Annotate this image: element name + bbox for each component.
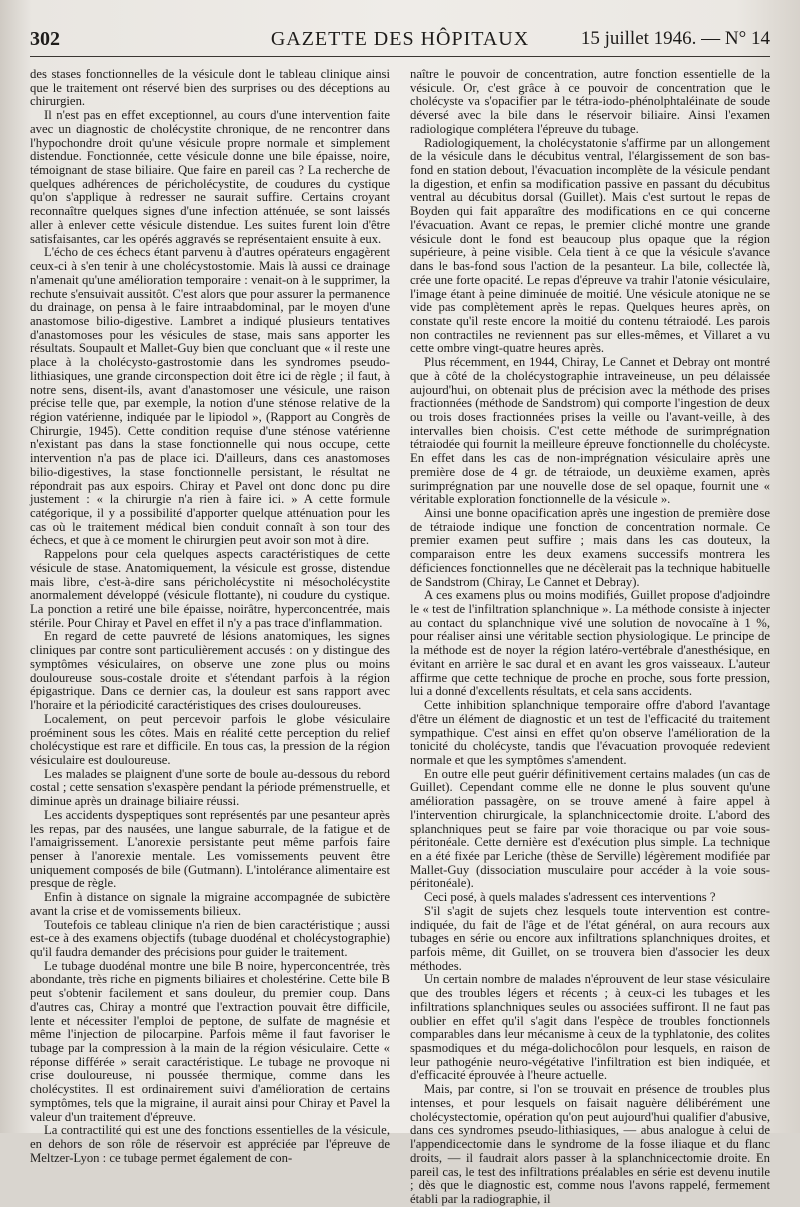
issue-date: 15 juillet 1946. — N° 14 [580,28,770,49]
paragraph: Un certain nombre de malades n'éprouvent de leur stase vésiculaire que des troubles légers et récents ; à ceux-ci les tubages et les infiltrations splanchniques seules ou associées suffiront. Il ne faut pas oublier en effet qu'il s'agit dans l'espèce de troubles fonctionnels comparables dans leur mécanisme à ceux de la typhlatonie, des colites spasmodiques et du méga-dolichocôlon pour lesquels, en raison de leur pathogénie neuro-végétative l'infiltration est bien indiquée, et d'efficacité éprouvée à l'heure actuelle. [410,972,770,1083]
page-number: 302 [30,28,60,50]
paragraph: Localement, on peut percevoir parfois le globe vésiculaire proéminent sous les côtes. Mais en réalité cette perception du relief cholécystique est rare et difficile. En tous cas, la pression de la région vésiculaire est douloureuse. [30,711,390,767]
left-column [30,67,390,1165]
paragraph: La contractilité qui est une des fonctions essentielles de la vésicule, en dehors de son rôle de réservoir est appréciée par l'épreuve de Meltzer-Lyon : ce tubage permet également de con- [30,1123,390,1165]
paragraph: Rappelons pour cela quelques aspects caractéristiques de cette vésicule de stase. Anatomiquement, la vésicule est grosse, distendue mais libre, c'est-à-dire sans péricholécystite ni mésocholécystite anormalement développé (vésicule flottante), ni coudure du cystique. La ponction a retiré une bile épaisse, noirâtre, hyperconcentrée, mais stérile. Pour Chiray et Pavel en effet il n'y a pas trace d'inflammation. [30,547,390,630]
paragraph: des stases fonctionnelles de la vésicule dont le tableau clinique ainsi que le traitement ont réservé bien des surprises ou des déceptions au chirurgien. [30,67,390,109]
paragraph: Mais, par contre, si l'on se trouvait en présence de troubles plus intenses, et pour lesquels on faisait naguère délibérément une cholécystectomie, opération qu'on peut aujourd'hui qualifier d'abusive, dans ces syndromes pseudo-lithiasiques, — abus analogue à celui de l'appendicectomie dans le syndrome de la fosse iliaque et du flanc droits, — il faudrait alors passer à la splanchnicectomie droite. En pareil cas, le test des infiltrations préalables en série est devenu inutile ; dès que le diagnostic est, comme nous l'avons rappelé, fermement établi par la radiographie, il [410,1082,770,1206]
running-header [30,24,770,54]
paragraph: Le tubage duodénal montre une bile B noire, hyperconcentrée, très abondante, très riche en pigments biliaires et cholestérine. Cette bile B peut s'obtenir facilement et sans douleur, du premier coup. Dans d'autres cas, Chiray a montré que l'extraction pouvait être difficile, lente et nécessiter l'emploi de peptone, de sulfate de magnésie et même l'injection de pilocarpine. Parfois même il faut favoriser le tubage par la compression à la main de la région vésiculaire. Cette « réponse différée » serait caractéristique. Le tubage ne provoque ni crise douloureuse, ni poussée thermique, comme dans les cholécystites. Il est ordinairement suivi d'amélioration de certains symptômes, tels que la migraine, il aurait ainsi pour Chiray et Pavel la valeur d'un traitement d'épreuve. [30,958,390,1124]
paragraph: Les malades se plaignent d'une sorte de boule au-dessous du rebord costal ; cette sensation s'exaspère pendant la période prémenstruelle, et diminue après un drainage biliaire réussi. [30,766,390,809]
paragraph: naître le pouvoir de concentration, autre fonction essentielle de la vésicule. Or, c'est grâce à ce pouvoir de concentration que le cholécyste va s'opacifier par le tétra-iodo-phénolphtaléinate de soude déversé avec la bile dans le réservoir biliaire. Ainsi l'examen radiologique complétera l'épreuve du tubage. [410,67,770,136]
paragraph: En outre elle peut guérir définitivement certains malades (un cas de Guillet). Cependant comme elle ne donne le plus souvent qu'une amélioration passagère, on se trouve amené à faire appel à l'intervention chirurgicale, la splanchnicectomie droite. L'abord des splanchniques peut se faire par voie thoracique ou par voie sous-péritonéale. Cette dernière est d'exécution plus simple. La technique en a été fixée par Leriche (thèse de Serville) légèrement modifiée par Mallet-Guy (dissociation musculaire pour accéder à la voie sous-péritonéale). [410,766,770,891]
paragraph: Ceci posé, à quels malades s'adressent ces interventions ? [424,890,716,905]
paragraph: Enfin à distance on signale la migraine accompagnée de subictère avant la crise et de vomissements bilieux. [30,890,390,918]
paragraph: En regard de cette pauvreté de lésions anatomiques, les signes cliniques par contre sont particulièrement accusés : on y distingue des symptômes vésiculaires, on observe une zone plus ou moins douloureuse sous-costale droite et s'étendant parfois à la région épigastrique. Dans ce dernier cas, la douleur est sans rapport avec l'horaire et la périodicité caractéristiques des crises douloureuses. [30,629,390,713]
right-column [410,67,770,1206]
header-rule [30,56,770,57]
paragraph: Ainsi une bonne opacification après une ingestion de première dose de tétraiode indique une fonction de concentration normale. Ce premier examen peut suffire ; mais dans les cas douteux, la comparaison entre les deux examens successifs montrera les déficiences fonctionnelles que ne décèlerait pas la technique habituelle de Sandstrom (Chiray, Le Cannet et Debray). [410,506,770,589]
paragraph: L'écho de ces échecs étant parvenu à d'autres opérateurs engagèrent ceux-ci à s'en tenir à une cholécystostomie. Mais là aussi ce drainage n'amenait qu'une amélioration temporaire : venait-on à le supprimer, la rechute s'ensuivait aussitôt. C'est alors que pour assurer la permanence du drainage, on pensa à le faire intraabdominal, par le moyen d'une anastomose bilio-digestive. Lambret a indiqué plusieurs tentatives d'anastomoses pour les vésicules de stase, mais sans apporter les résultats. Soupault et Mallet-Guy bien que concluant que « il reste une place à la cholécysto-gastrostomie dans les syndromes pseudo-lithiasiques, une grande circonspection doit être ici de règle ; il faut, à notre sens, disent-ils, avant d'anastomoser une vésicule, une raison précise telle que, par exemple, la notion d'une sténose relative de la région vatérienne, indiquée par le lipiodol », (Rapport au Congrès de Chirurgie, 1945). Cette condition requise d'une sténose vatérienne n'existant pas dans la stase fonctionnelle qui nous occupe, cette intervention n'a pas de place ici. D'ailleurs, dans ces anastomoses bilio-digestives, la stase fonctionnelle persistant, le résultat ne répondrait pas aux espoirs. Chiray et Pavel ont donc donc pu dire justement : « la chirurgie n'a rien à faire ici. » A cette formule catégorique, il y a possibilité d'apporter quelque atténuation pour les cas où le traitement médical bien conduit connaît à son tour des échecs, et que à ce moment le chirurgien peut avoir son mot à dire. [30,245,390,548]
paragraph: Plus récemment, en 1944, Chiray, Le Cannet et Debray ont montré que à côté de la cholécystographie intraveineuse, un peu délaissée aujourd'hui, on obtenait plus de précision avec la méthode des prises fractionnées (méthode de Sandstrom) qui comporte l'ingestion de deux ou trois doses fractionnées prises la veille ou l'avant-veille, à des intervalles bien choisis. C'est cette méthode de surimprégnation tétraiodée qui fournit la meilleure épreuve fonctionnelle du cholécyste. En effet dans les cas de non-imprégnation vésiculaire après une première dose de 4 gr. de tétraiode, un deuxième examen, après surimprégnation par une nouvelle dose de sel opaque, fournit une « véritable exploration fonctionnelle de la vésicule ». [410,355,770,507]
paragraph: Cette inhibition splanchnique temporaire offre d'abord l'avantage d'être un élément de diagnostic et un test de l'efficacité du traitement sympathique. C'est ainsi en effet qu'on observe l'amélioration de la tonicité du cholécyste, tandis que l'évacuation provoquée redevient normale et que les symptômes s'amendent. [410,698,770,767]
paragraph: Il n'est pas en effet exceptionnel, au cours d'une intervention faite avec un diagnostic de cholécystite chronique, de ne rencontrer dans l'hypochondre droit qu'une vésicule propre normale et simplement distendue. Fonctionnée, cette vésicule donne une bile épaisse, noire, témoignant de stase biliaire. Que faire en pareil cas ? La recherche de quelques adhérences de péricholécystite, de coudures du cystique qu'on s'applique à redresser ne saurait suffire. Certains croyant reconnaître quelques signes d'une infection atténuée, se sont laissés aller à enlever cette vésicule distendue. Les suites furent loin d'être satisfaisantes, car les opérés aggravés se représentaient ensuite à eux. [30,108,390,246]
paragraph: A ces examens plus ou moins modifiés, Guillet propose d'adjoindre le « test de l'infiltration splanchnique ». La méthode consiste à injecter au contact du splanchnique vivé une solution de novocaïne à 1 %, pour réaliser ainsi une véritable section physiologique. Le principe de la méthode est de noyer la région latéro-vertébrale d'anesthésique, en évitant en arrière le sac dural et en avant les gros vaisseaux. L'auteur affirme que cette technique de proche en proche, sous forte pression, lui a donné d'excellents résultats, et cela sans accidents. [410,588,770,699]
paragraph: Les accidents dyspeptiques sont représentés par une pesanteur après les repas, par des nausées, une langue saburrale, de la fatigue et de l'amaigrissement. L'anorexie persistante peut même parfois faire penser à l'anorexie mentale. Les vomissements peuvent être uniquement composés de bile (Gutmann). L'intolérance alimentaire est presque de règle. [30,807,390,891]
paragraph: Radiologiquement, la cholécystatonie s'affirme par un allongement de la vésicule dans le décubitus ventral, l'élargissement de son bas-fond en station debout, l'évacuation incomplète de la vésicule pendant la digestion, et enfin sa modification passive en passant du décubitus ventral au décubitus dorsal (Guillet). Mais c'est surtout le repas de Boyden qui fait apparaître des modifications en ce qui concerne l'évacuation. Avant ce repas, le premier cliché montre une grande vésicule dont le fond est beaucoup plus opaque que la région supérieure, à peine visible. Cela tient à ce que la vésicule s'avance dans le bas-fond sous l'action de la pesanteur. La bile, collectée là, crée une forte opacité. Le repas d'épreuve va trahir l'atonie vésiculaire, l'image étant à peine diminuée de moitié. Une vésicule atonique ne se vide pas complètement après le repas. Quelques heures après, on constate qu'il reste encore la moitié du contenu tétraiodé. Les parois non contractiles ne reviennent pas sur elles-mêmes, et Villaret a vu cette ombre vingt-quatre heures après. [410,135,770,356]
paragraph: S'il s'agit de sujets chez lesquels toute intervention est contre-indiquée, du fait de l'âge et de l'état général, on aura recours aux tubages en série ou encore aux infiltrations splanchniques droites, et parfois même, dit Guillet, on se trouvera bien d'associer les deux méthodes. [410,903,770,973]
journal-title: GAZETTE DES HÔPITAUX [270,28,530,50]
paragraph: Toutefois ce tableau clinique n'a rien de bien caractéristique ; aussi est-ce à des examens objectifs (tubage duodénal et cholécystographie) qu'il faudra demander des précisions pour guider le traitement. [30,917,390,959]
